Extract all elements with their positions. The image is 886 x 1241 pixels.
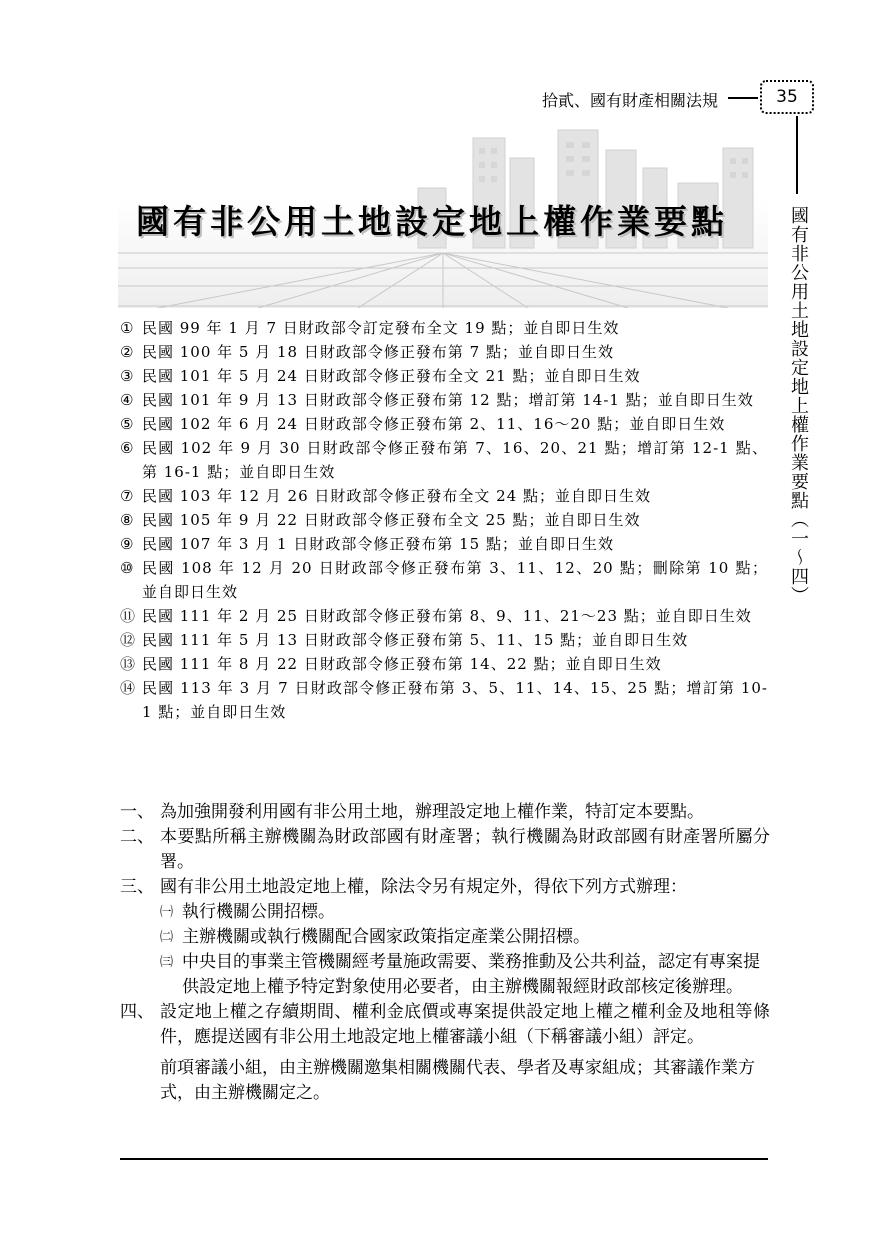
history-text: 民國 111 年 2 月 25 日財政部令修正發布第 8、9、11、21～23 點；並自即日生效: [142, 607, 752, 625]
article-4-body: [120, 1056, 770, 1106]
article-text: 設定地上權之存續期間、權利金底價或專案提供設定地上權之權利金及地租等條件，應提送國有非公用土地設定地上權審議小組（下稱審議小組）評定。: [160, 1002, 770, 1047]
article-3: [120, 875, 770, 900]
history-item: [120, 532, 768, 556]
history-item: [120, 484, 768, 508]
chapter-title: 拾貳、國有財產相關法規: [541, 91, 718, 110]
sub-item-number: ㈢: [160, 955, 174, 970]
sub-item: [160, 950, 770, 1000]
history-mark: ⑩: [120, 559, 135, 577]
article-text: 本要點所稱主辦機關為財政部國有財產署；執行機關為財政部國有財產署所屬分署。: [160, 827, 770, 872]
document-title: 國有非公用土地設定地上權作業要點: [136, 202, 728, 241]
history-text: 民國 101 年 5 月 24 日財政部令修正發布全文 21 點；並自即日生效: [142, 367, 641, 385]
side-title: 國有非公用土地設定地上權作業要點（一～四）: [788, 206, 809, 605]
history-mark: ④: [120, 391, 135, 409]
history-mark: ⑬: [120, 655, 137, 673]
history-item: [120, 364, 768, 388]
history-item: [120, 652, 768, 676]
history-text: 民國 103 年 12 月 26 日財政部令修正發布全文 24 點；並自即日生效: [142, 487, 652, 505]
sub-item-text: 主辦機關或執行機關配合國家政策指定產業公開招標。: [182, 927, 590, 947]
article-paragraph: 前項審議小組，由主辦機關邀集相關機關代表、學者及專家組成；其審議作業方式，由主辦機關定之。: [160, 1058, 755, 1103]
history-item: [120, 628, 768, 652]
history-mark: ⑦: [120, 487, 135, 505]
history-item: [120, 436, 768, 484]
history-text: 民國 101 年 9 月 13 日財政部令修正發布第 12 點；增訂第 14-1 點；並自即日生效: [142, 391, 754, 409]
article-4: [120, 1000, 770, 1050]
history-text: 民國 105 年 9 月 22 日財政部令修正發布全文 25 點；並自即日生效: [142, 511, 641, 529]
history-item: [120, 316, 768, 340]
articles: [120, 800, 770, 1106]
history-mark: ⑫: [120, 631, 137, 649]
history-item: [120, 388, 768, 412]
history-item: [120, 676, 768, 724]
header-dash: [728, 97, 758, 99]
history-mark: ⑨: [120, 535, 135, 553]
article-number: 一、: [120, 802, 154, 822]
history-mark: ③: [120, 367, 135, 385]
sub-item-number: ㈠: [160, 905, 174, 920]
history-mark: ②: [120, 343, 135, 361]
side-rule: [796, 116, 798, 194]
history-text: 民國 107 年 3 月 1 日財政部令修正發布第 15 點；並自即日生效: [142, 535, 614, 553]
history-text: 民國 108 年 12 月 20 日財政部令修正發布第 3、11、12、20 點；刪除第 10 點；並自即日生效: [142, 559, 768, 601]
history-text: 民國 99 年 1 月 7 日財政部令訂定發布全文 19 點；並自即日生效: [142, 319, 620, 337]
page-number: 35: [760, 80, 814, 114]
article-text: 為加強開發利用國有非公用土地，辦理設定地上權作業，特訂定本要點。: [160, 802, 704, 822]
history-text: 民國 113 年 3 月 7 日財政部令修正發布第 3、5、11、14、15、25 點；增訂第 10-1 點；並自即日生效: [142, 679, 768, 721]
history-item: [120, 508, 768, 532]
amendment-history: [120, 316, 768, 724]
history-mark: ⑥: [120, 439, 135, 457]
history-mark: ⑪: [120, 607, 137, 625]
history-mark: ①: [120, 319, 135, 337]
sub-item-text: 中央目的事業主管機關經考量施政需要、業務推動及公共利益，認定有專案提供設定地上權予特定對象使用必要者，由主辦機關報經財政部核定後辦理。: [182, 952, 760, 997]
history-mark: ⑭: [120, 679, 137, 697]
article-text: 國有非公用土地設定地上權，除法令另有規定外，得依下列方式辦理：: [160, 877, 687, 897]
article-3-items: [120, 900, 770, 1000]
history-item: [120, 604, 768, 628]
sub-item-text: 執行機關公開招標。: [182, 902, 335, 922]
history-text: 民國 102 年 6 月 24 日財政部令修正發布第 2、11、16～20 點；並自即日生效: [142, 415, 726, 433]
history-text: 民國 111 年 5 月 13 日財政部令修正發布第 5、11、15 點；並自即日生效: [142, 631, 689, 649]
history-text: 民國 100 年 5 月 18 日財政部令修正發布第 7 點；並自即日生效: [142, 343, 614, 361]
sub-item: [160, 925, 770, 950]
article-number: 三、: [120, 877, 154, 897]
article-number: 四、: [120, 1002, 154, 1022]
article-1: [120, 800, 770, 825]
history-mark: ⑧: [120, 511, 135, 529]
sub-item-number: ㈡: [160, 930, 174, 945]
sub-item: [160, 900, 770, 925]
history-item: [120, 412, 768, 436]
history-item: [120, 556, 768, 604]
bottom-rule: [120, 1158, 768, 1160]
running-header: [520, 86, 820, 116]
article-2: [120, 825, 770, 875]
history-item: [120, 340, 768, 364]
history-text: 民國 102 年 9 月 30 日財政部令修正發布第 7、16、20、21 點；增訂第 12-1 點、第 16-1 點；並自即日生效: [142, 439, 768, 481]
history-text: 民國 111 年 8 月 22 日財政部令修正發布第 14、22 點；並自即日生效: [142, 655, 662, 673]
history-mark: ⑤: [120, 415, 135, 433]
article-number: 二、: [120, 827, 154, 847]
